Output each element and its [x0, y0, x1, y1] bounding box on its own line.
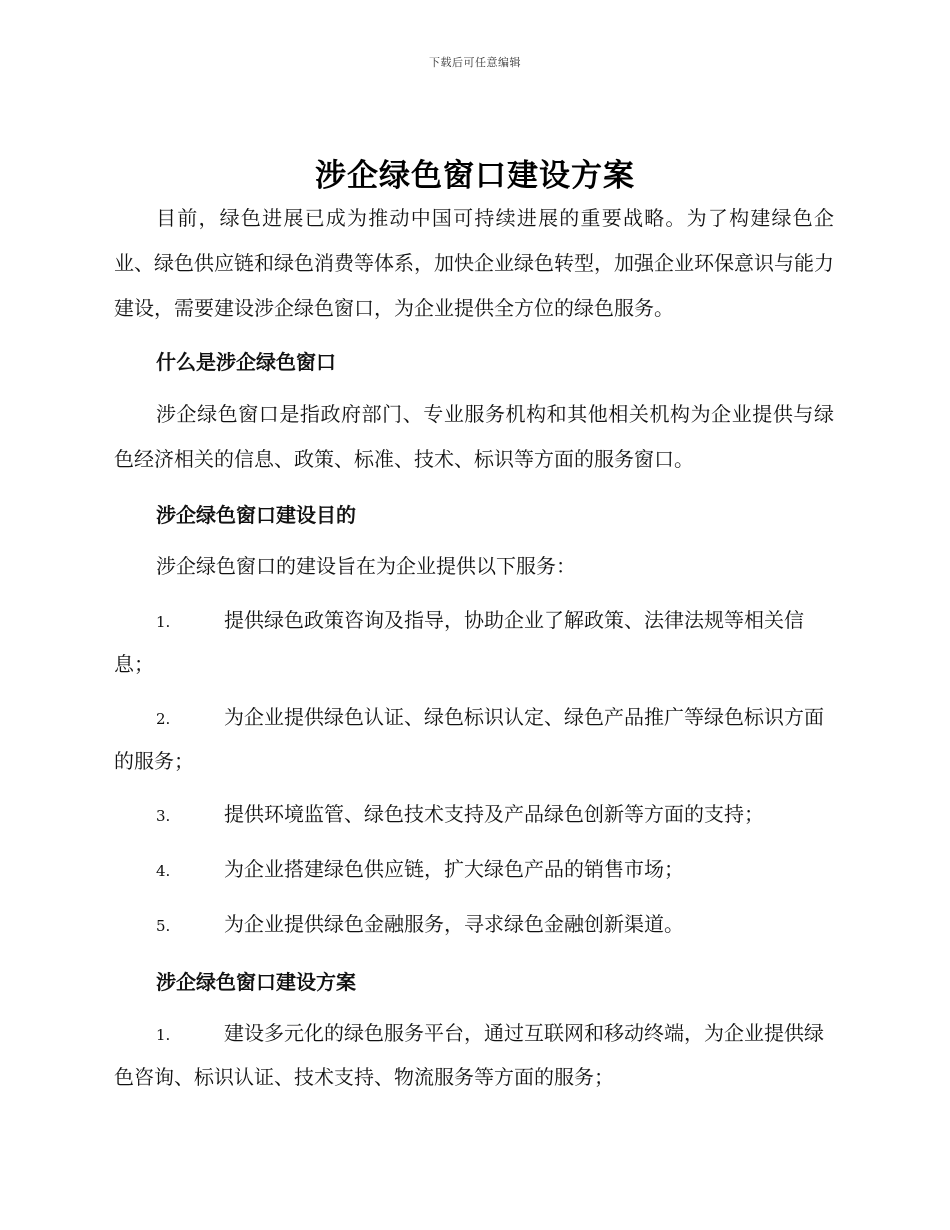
- section-heading-plan: 涉企绿色窗口建设方案: [156, 970, 356, 994]
- list-item-text: 提供绿色政策咨询及指导，协助企业了解政策、法律法规等相关信息；: [114, 608, 804, 676]
- list-item-number: 4.: [156, 862, 171, 880]
- intro-paragraph: 目前，绿色进展已成为推动中国可持续进展的重要战略。为了构建绿色企业、绿色供应链和绿色消费等体系，加快企业绿色转型，加强企业环保意识与能力建设，需要建设涉企绿色窗口，为企业提供全方位的绿色服务。: [114, 206, 834, 320]
- section-heading-purpose: 涉企绿色窗口建设目的: [156, 503, 356, 527]
- list-item-number: 1.: [156, 613, 171, 631]
- list-item-text: 提供环境监管、绿色技术支持及产品绿色创新等方面的支持；: [224, 802, 764, 826]
- list-item-number: 5.: [156, 917, 171, 935]
- list-item-number: 1.: [156, 1026, 171, 1044]
- list-item: [114, 599, 834, 685]
- list-item-number: 2.: [156, 710, 171, 728]
- list-item-text: 建设多元化的绿色服务平台，通过互联网和移动终端，为企业提供绿色咨询、标识认证、技术支持、物流服务等方面的服务；: [114, 1021, 824, 1089]
- section-body-what-is: 涉企绿色窗口是指政府部门、专业服务机构和其他相关机构为企业提供与绿色经济相关的信息、政策、标准、技术、标识等方面的服务窗口。: [114, 402, 834, 471]
- list-item: [114, 903, 834, 947]
- list-item: [114, 1012, 834, 1098]
- section-lead-purpose: 涉企绿色窗口的建设旨在为企业提供以下服务：: [156, 554, 576, 578]
- list-item: [114, 793, 834, 837]
- list-item-text: 为企业提供绿色认证、绿色标识认定、绿色产品推广等绿色标识方面的服务；: [114, 705, 824, 773]
- list-item: [114, 848, 834, 892]
- list-item-text: 为企业提供绿色金融服务，寻求绿色金融创新渠道。: [224, 912, 684, 936]
- section-heading-what-is: 什么是涉企绿色窗口: [156, 350, 336, 374]
- list-item-text: 为企业搭建绿色供应链，扩大绿色产品的销售市场；: [224, 857, 684, 881]
- list-item-number: 3.: [156, 807, 171, 825]
- header-note: 下载后可任意编辑: [429, 56, 521, 69]
- document-title: 涉企绿色窗口建设方案: [315, 158, 635, 194]
- list-item: [114, 696, 834, 782]
